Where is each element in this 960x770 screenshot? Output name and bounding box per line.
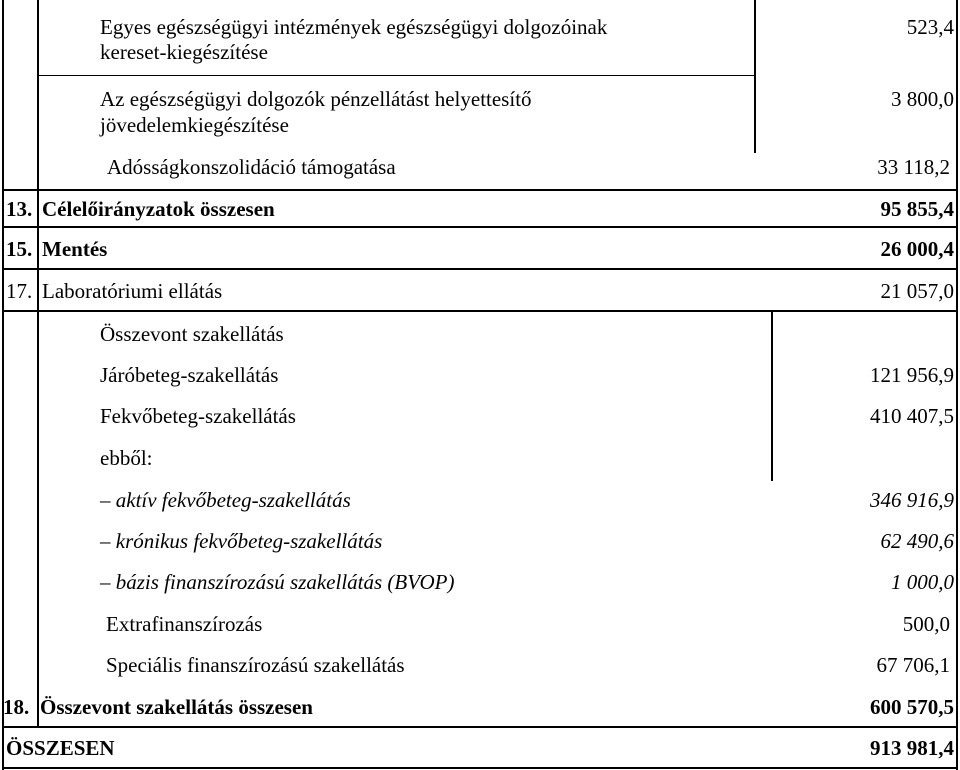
table-border-right — [956, 0, 958, 770]
row-label: kereset-kiegészítése — [100, 40, 268, 64]
row-value: 62 490,6 — [880, 529, 954, 553]
row-label: Összevont szakellátás — [100, 322, 284, 346]
row-separator — [38, 75, 754, 76]
row-separator — [2, 189, 958, 191]
row-value: 346 916,9 — [870, 488, 954, 512]
value-column-divider — [754, 0, 756, 153]
row-separator — [2, 726, 958, 728]
row-value: 67 706,1 — [876, 653, 950, 677]
value-column-divider — [771, 311, 773, 481]
row-value: 3 800,0 — [891, 87, 954, 111]
row-separator — [2, 226, 958, 228]
row-label: Fekvőbeteg-szakellátás — [100, 404, 296, 428]
row-label: – krónikus fekvőbeteg-szakellátás — [100, 529, 383, 553]
row-value: 33 118,2 — [877, 155, 950, 179]
row-value: 600 570,5 — [870, 695, 954, 719]
row-label: Mentés — [42, 237, 108, 261]
row-separator — [2, 767, 958, 769]
row-value: 21 057,0 — [880, 279, 954, 303]
row-label: Egyes egészségügyi intézmények egészségügyi dolgozóinak — [100, 15, 608, 39]
row-label: ebből: — [100, 446, 153, 470]
row-value: 523,4 — [906, 15, 954, 39]
row-separator — [2, 310, 958, 312]
row-number: 18. — [3, 695, 30, 719]
row-label: – bázis finanszírozású szakellátás (BVOP) — [100, 570, 455, 594]
row-value: 410 407,5 — [870, 404, 954, 428]
row-label: jövedelemkiegészítése — [100, 113, 289, 137]
num-column-divider — [37, 0, 39, 727]
row-label: Célelőirányzatok összesen — [42, 197, 275, 221]
row-value: 121 956,9 — [870, 363, 954, 387]
row-label: Speciális finanszírozású szakellátás — [106, 653, 405, 677]
row-number: 13. — [6, 197, 33, 221]
row-value: 1 000,0 — [891, 570, 954, 594]
row-label: Az egészségügyi dolgozók pénzellátást helyettesítő — [100, 87, 532, 111]
grand-total-label: ÖSSZESEN — [6, 736, 115, 760]
table-border-left — [2, 0, 4, 770]
row-value: 500,0 — [902, 612, 950, 636]
row-label: Laboratóriumi ellátás — [42, 279, 223, 303]
row-value: 95 855,4 — [880, 197, 954, 221]
row-label: Extrafinanszírozás — [106, 612, 263, 636]
row-label: – aktív fekvőbeteg-szakellátás — [100, 488, 351, 512]
row-label: Összevont szakellátás összesen — [40, 695, 313, 719]
grand-total-value: 913 981,4 — [870, 736, 954, 760]
row-number: 17. — [6, 279, 33, 303]
row-value: 26 000,4 — [880, 237, 954, 261]
row-separator — [2, 268, 958, 270]
row-label: Járóbeteg-szakellátás — [100, 363, 279, 387]
row-label: Adósságkonszolidáció támogatása — [107, 155, 396, 179]
row-number: 15. — [6, 237, 33, 261]
